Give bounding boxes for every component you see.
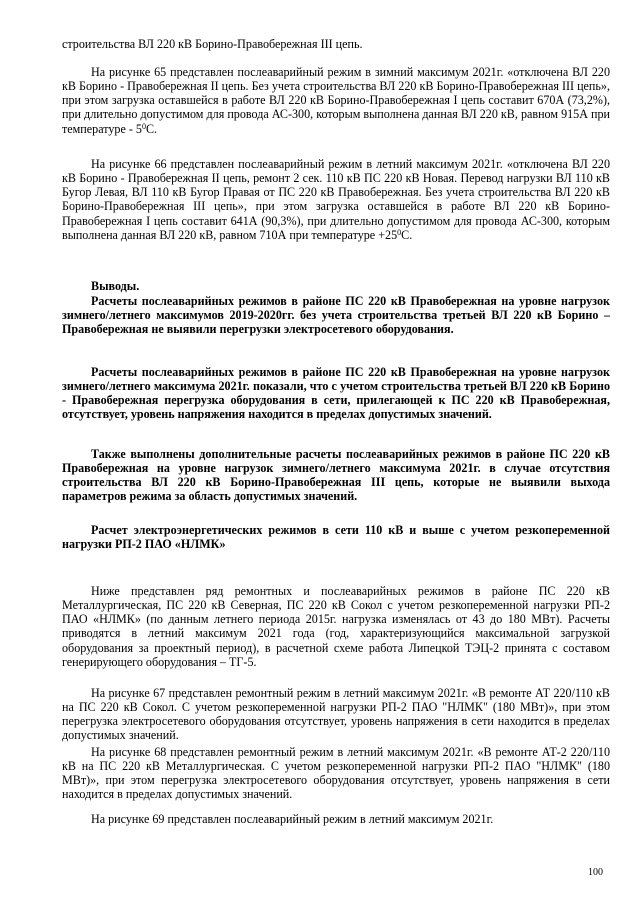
paragraph-figure-66: На рисунке 66 представлен послеаварийный режим в летний максимум 2021г. «отключена ВЛ 220 кВ Борино - Правобережная II цепь, ремонт 2 сек. 110 кВ ПС 220 кВ Новая. Перевод нагрузки ВЛ 110 кВ Бугор Левая, ВЛ 110 кВ Бугор Правая от ПС 220 кВ Правобережная. Без учета строительства ВЛ 220 кВ Борино-Правобережная III цепь», при этом загрузка оставшейся в работе ВЛ 220 кВ Борино-Правобережная I цепь составит 641А (90,3%), при длительно допустимом для провода АС-300, которым выполнена данная ВЛ 220 кВ, равном 710А при температуре $+25^0С$.	[62, 157, 610, 242]
paragraph-figure-65: На рисунке 65 представлен послеаварийный режим в зимний максимум 2021г. «отключена ВЛ 220 кВ Борино - Правобережная II цепь. Без учета строительства ВЛ 220 кВ Борино-Правобережная III цепь», при этом загрузка оставшейся в работе ВЛ 220 кВ Борино-Правобережная I цепь составит 670А (73,2%), при длительно допустимом для провода АС-300, которым выполнена данная ВЛ 220 кВ, равном 915А при температуре - $5^0С$.	[62, 65, 610, 136]
conclusion-1: Расчеты послеаварийных режимов в районе ПС 220 кВ Правобережная на уровне нагрузок зимнего/летнего максимумов 2019-2020гг. без учета строительства третьей ВЛ 220 кВ Борино – Правобережная не выявили перегрузки электросетевого оборудования.	[62, 294, 610, 337]
paragraph-continued: строительства ВЛ 220 кВ Борино-Правобережная III цепь.	[62, 37, 363, 51]
conclusion-2: Расчеты послеаварийных режимов в районе ПС 220 кВ Правобережная на уровне нагрузок зимнего/летнего максимума 2021г. показали, что с учетом строительства третьей ВЛ 220 кВ Борино - Правобережная перегрузка оборудования в сети, прилегающей к ПС 220 кВ Правобережная, отсутствует, уровень напряжения находится в пределах допустимых значений.	[62, 365, 610, 422]
section-title: Расчет электроэнергетических режимов в сети 110 кВ и выше с учетом резкопеременной нагрузки РП-2 ПАО «НЛМК»	[62, 523, 610, 552]
conclusions-heading: Выводы.	[91, 279, 140, 293]
page-number: 100	[588, 867, 603, 878]
paragraph-figure-67: На рисунке 67 представлен ремонтный режим в летний максимум 2021г. «В ремонте АТ 220/110 кВ на ПС 220 кВ Сокол. С учетом резкопеременной нагрузки РП-2 ПАО "НЛМК" (180 МВт)», при этом перегрузка электросетевого оборудования отсутствует, уровень напряжения в сети находится в пределах допустимых значений.	[62, 686, 610, 743]
paragraph-figure-68: На рисунке 68 представлен ремонтный режим в летний максимум 2021г. «В ремонте АТ-2 220/110 кВ на ПС 220 кВ Металлургическая. С учетом резкопеременной нагрузки РП-2 ПАО "НЛМК" (180 МВт)», при этом перегрузка электросетевого оборудования отсутствует, уровень напряжения в сети находится в пределах допустимых значений.	[62, 745, 610, 802]
paragraph-intro: Ниже представлен ряд ремонтных и послеаварийных режимов в районе ПС 220 кВ Металлургическая, ПС 220 кВ Северная, ПС 220 кВ Сокол с учетом резкопеременной нагрузки РП-2 ПАО «НЛМК» (по данным летнего периода 2015г. нагрузка изменялась от 43 до 180 МВт). Расчеты приводятся в летний максимум 2021 года (год, характеризующийся максимальной загрузкой оборудования за проектный период), в расчетной схеме работа Липецкой ТЭЦ-2 принята с составом генерирующего оборудования – ТГ-5.	[62, 584, 610, 669]
conclusion-3: Также выполнены дополнительные расчеты послеаварийных режимов в районе ПС 220 кВ Правобережная на уровне нагрузок зимнего/летнего максимума 2021г. в случае отсутствия строительства ВЛ 220 кВ Борино-Правобережная III цепь, которые не выявили выхода параметров режима за область допустимых значений.	[62, 447, 610, 504]
paragraph-figure-69: На рисунке 69 представлен послеаварийный режим в летний максимум 2021г.	[91, 812, 494, 826]
